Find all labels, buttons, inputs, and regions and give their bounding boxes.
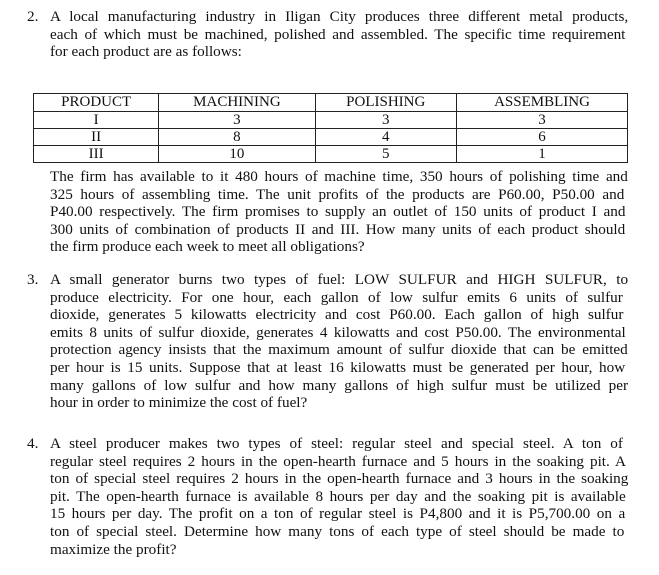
table-cell: 3: [159, 112, 315, 129]
problem-number: 2.: [27, 8, 39, 25]
text-line: P40.00 respectively. The firm promises to supply an outlet of 150 units of product I and: [50, 203, 626, 221]
problem-number: 3.: [27, 271, 39, 288]
text-line: each of which must be machined, polished and assembled. The specific time requirement: [50, 25, 626, 43]
header-product: PRODUCT: [34, 94, 159, 112]
text-line: 15 hours per day. The profit on a ton of regular steel is P4,800 and it is P5,700.00 on a: [50, 505, 626, 523]
text-line: A local manufacturing industry in Iligan City produces three different metal products,: [50, 8, 629, 25]
problem-number: 4.: [27, 435, 39, 452]
table-row: [34, 112, 628, 129]
table-cell: I: [34, 112, 159, 129]
text-line: A steel producer makes two types of steel: regular steel and special steel. A ton of: [50, 435, 623, 452]
table-cell: III: [34, 146, 159, 163]
table-cell: 5: [315, 146, 457, 163]
table-header-row: [34, 94, 628, 112]
text-line: dioxide, generates 5 kilowatts electricity and cost P60.00. Each gallon of high sulfur: [50, 306, 624, 324]
header-polishing: POLISHING: [315, 94, 457, 112]
text-line: 325 hours of assembling time. The unit profits of the products are P60.00, P50.00 and: [50, 185, 625, 203]
table-cell: 3: [315, 112, 457, 129]
text-line: regular steel requires 2 hours in the open-hearth furnace and 5 hours in the soaking pit. A: [50, 452, 626, 470]
problem-body: [50, 435, 628, 558]
text-line: protection agency insists that the maximum amount of sulfur dioxide that can be emitted: [50, 341, 628, 359]
text-line: hour in order to minimize the cost of fuel?: [50, 394, 308, 412]
text-line: the firm produce each week to meet all obligations?: [50, 238, 365, 256]
text-line: ton of special steel requires 2 hours in the open-hearth furnace and 3 hours in the soaking: [50, 470, 629, 488]
text-line: ton of special steel. Determine how many tons of each type of steel should be made to: [50, 522, 625, 540]
text-line: emits 8 units of sulfur dioxide, generates 4 kilowatts and cost P50.00. The environmental: [50, 323, 626, 341]
table-cell: 6: [457, 129, 628, 146]
table-cell: 8: [159, 129, 315, 146]
table-cell: 3: [457, 112, 628, 129]
text-line: per hour is 15 units. Suppose that at least 16 kilowatts must be generated per hour, how: [50, 358, 626, 376]
problem-intro: [50, 8, 628, 61]
text-line: many gallons of low sulfur and how many gallons of high sulfur must be utilized per: [50, 376, 629, 394]
header-assembling: ASSEMBLING: [457, 94, 628, 112]
text-line: The firm has available to it 480 hours of machine time, 350 hours of polishing time and: [50, 168, 628, 185]
table-cell: 4: [315, 129, 457, 146]
text-line: pit. The open-hearth furnace is available 8 hours per day and the soaking pit is available: [50, 487, 626, 505]
table-row: [34, 129, 628, 146]
table-cell: II: [34, 129, 159, 146]
header-machining: MACHINING: [159, 94, 315, 112]
text-line: A small generator burns two types of fuel: LOW SULFUR and HIGH SULFUR, to: [50, 271, 629, 288]
table-cell: 10: [159, 146, 315, 163]
problem-body: [50, 271, 628, 412]
problem-body: [50, 168, 628, 256]
time-requirement-table: [33, 93, 628, 163]
text-line: for each product are as follows:: [50, 43, 242, 61]
text-line: maximize the profit?: [50, 540, 177, 558]
table-row: [34, 146, 628, 163]
table-cell: 1: [457, 146, 628, 163]
text-line: 300 units of combination of products II and III. How many units of each product should: [50, 220, 626, 238]
text-line: produce electricity. For one hour, each gallon of low sulfur emits 6 units of sulfur: [50, 288, 623, 306]
